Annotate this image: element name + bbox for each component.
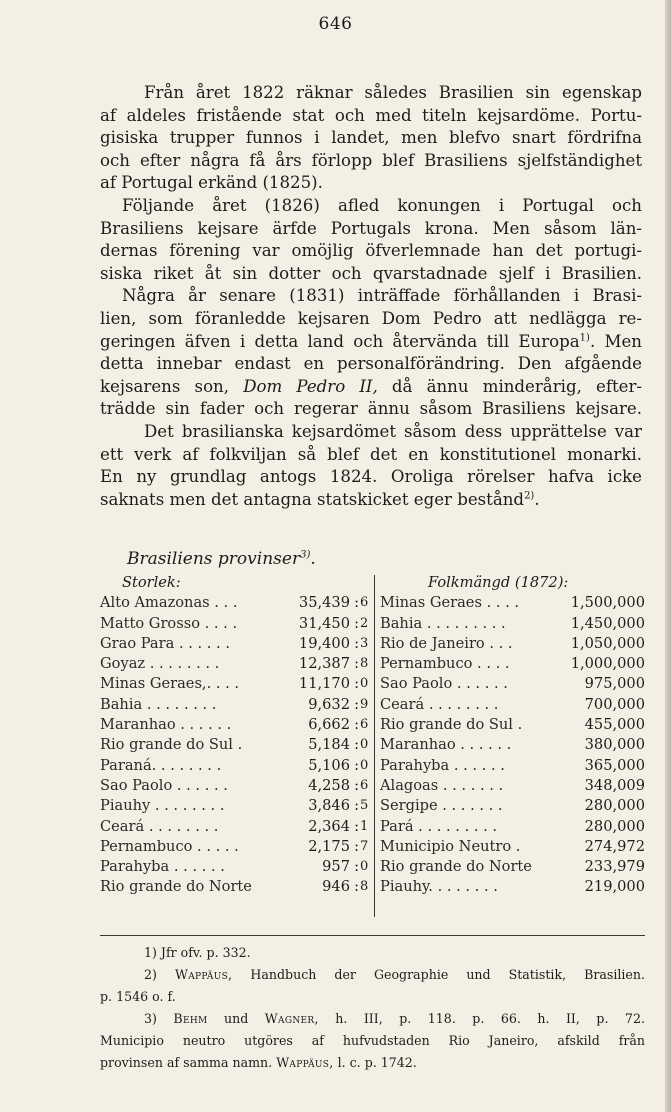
provinces-tables — [100, 573, 645, 921]
province-value: 975,000 — [584, 675, 645, 693]
table-row — [380, 634, 645, 654]
province-value: 3,846 — [308, 797, 350, 815]
text-line: Det brasilianska kejsardömet såsom dess upprättelse var — [144, 421, 642, 441]
province-value-fraction: 2 — [360, 615, 369, 631]
province-value: 280,000 — [584, 797, 645, 815]
text-line — [100, 489, 642, 512]
separator: : — [354, 716, 359, 734]
area-table-header: Storlek: — [122, 574, 181, 591]
text-fragment: kejsarens son, — [100, 376, 230, 396]
emperor-name: Dom Pedro II, — [243, 376, 378, 396]
text-line: lien, som föranledde kejsaren Dom Pedro att nedlägga re- — [100, 308, 642, 328]
province-name: Paraná. . . . . . . . — [100, 756, 222, 774]
table-row — [380, 756, 645, 776]
province-value: 1,450,000 — [570, 614, 645, 632]
text-fragment: saknats men det antagna statskicket eger bestånd — [100, 489, 525, 509]
table-row — [380, 817, 645, 837]
table-row — [100, 796, 368, 816]
table-row — [100, 857, 368, 877]
footnote-2 — [100, 964, 645, 986]
footnote-text: h. III, p. 118. p. 66. h. II, p. 72. — [335, 1011, 645, 1026]
province-name: Alto Amazonas . . . — [100, 594, 238, 612]
province-name: Piauhy. . . . . . . . — [380, 878, 498, 896]
table-row — [100, 634, 368, 654]
footnotes — [100, 935, 645, 1074]
separator: : — [354, 878, 359, 896]
table-row — [380, 695, 645, 715]
province-name: Ceará . . . . . . . . — [380, 695, 499, 713]
footnote-mark: 1) — [579, 332, 590, 343]
province-value: 12,387 — [298, 655, 350, 673]
text-line: En ny grundlag antogs 1824. Oroliga rörelser hafva icke — [100, 467, 642, 487]
table-row — [100, 877, 368, 897]
footnote-author: Wagner, — [264, 1011, 319, 1026]
province-value-fraction: 0 — [360, 859, 369, 875]
footnote-mark: 3) — [300, 549, 311, 561]
text-line: siska riket åt sin dotter och qvarstadnade sjelf i Brasilien. — [100, 263, 642, 283]
province-name: Ceará . . . . . . . . — [100, 817, 219, 835]
province-value: 1,500,000 — [570, 594, 645, 612]
table-row — [380, 877, 645, 897]
text-line: af Portugal erkänd (1825). — [100, 173, 323, 193]
column-divider — [374, 575, 375, 917]
section-title: Brasiliens provinser$^{3)}$. — [127, 549, 316, 569]
page-edge — [665, 0, 671, 1112]
province-value-fraction: 6 — [360, 777, 369, 793]
footnote-mark: 2) — [144, 967, 157, 982]
province-value: 380,000 — [584, 736, 645, 754]
province-name: Bahia . . . . . . . . . — [380, 614, 506, 632]
province-value-fraction: 7 — [360, 838, 369, 854]
table-row — [100, 654, 368, 674]
province-value: 455,000 — [584, 716, 645, 734]
footnote-text: und — [224, 1011, 249, 1026]
province-value: 5,106 — [308, 756, 350, 774]
population-table-rows — [380, 593, 645, 897]
table-row — [380, 593, 645, 613]
province-value-fraction: 6 — [360, 595, 369, 611]
text-line: ett verk af folkviljan så blef det en konstitutionel monarki. — [100, 444, 642, 464]
province-value-fraction: 0 — [360, 757, 369, 773]
separator: : — [354, 736, 359, 754]
table-row — [100, 735, 368, 755]
province-value: 2,175 — [308, 837, 350, 855]
table-row — [100, 715, 368, 735]
table-row — [380, 614, 645, 634]
province-name: Sao Paolo . . . . . . — [100, 776, 228, 794]
text-line: Brasiliens kejsare ärfde Portugals krona. Men såsom län- — [100, 218, 642, 238]
province-name: Maranhao . . . . . . — [100, 716, 232, 734]
footnote-mark: 3) — [144, 1011, 157, 1026]
footnote-author: Behm — [173, 1011, 208, 1026]
separator: : — [354, 655, 359, 673]
population-table-header: Folkmängd (1872): — [428, 574, 569, 591]
page-number: 646 — [318, 14, 353, 34]
province-value: 1,000,000 — [570, 655, 645, 673]
table-row — [380, 715, 645, 735]
text-line: geringen äfven i detta land och återvända till Europa$^{1)}$. Men — [100, 331, 642, 351]
footnote-mark: 2) — [524, 490, 535, 502]
text-line: gisiska trupper funnos i landet, men blefvo snart fördrifna — [100, 128, 642, 148]
table-row — [100, 695, 368, 715]
province-value-fraction: 9 — [360, 696, 369, 712]
table-row — [100, 593, 368, 613]
province-value: 35,439 — [298, 594, 350, 612]
table-row — [380, 735, 645, 755]
province-name: Parahyba . . . . . . — [100, 858, 225, 876]
footnote-text: l. c. p. 1742. — [337, 1055, 417, 1070]
province-value: 2,364 — [308, 817, 350, 835]
area-table — [100, 573, 368, 898]
province-name: Sao Paolo . . . . . . — [380, 675, 508, 693]
province-value: 274,972 — [584, 837, 645, 855]
province-value-fraction: 0 — [360, 737, 369, 753]
province-value: 11,170 — [298, 675, 350, 693]
province-name: Grao Para . . . . . . — [100, 634, 230, 652]
province-value: 31,450 — [298, 614, 350, 632]
table-row — [380, 674, 645, 694]
separator: : — [354, 776, 359, 794]
separator: : — [354, 594, 359, 612]
table-row — [380, 837, 645, 857]
province-name: Rio grande do Norte — [380, 858, 532, 876]
province-name: Rio grande do Sul . — [100, 736, 243, 754]
province-value: 6,662 — [308, 716, 350, 734]
table-row — [100, 614, 368, 634]
province-name: Parahyba . . . . . . — [380, 756, 505, 774]
province-value-fraction: 3 — [360, 635, 369, 651]
separator: : — [354, 797, 359, 815]
text-fragment: Men — [604, 331, 642, 351]
province-value: 348,009 — [584, 776, 645, 794]
text-line: och efter några få års förlopp blef Brasiliens sjelfständighet — [100, 150, 642, 170]
body-text — [100, 82, 642, 511]
separator: : — [354, 634, 359, 652]
province-value: 219,000 — [584, 878, 645, 896]
footnote-3-cont2 — [100, 1052, 645, 1074]
province-name: Sergipe . . . . . . . — [380, 797, 503, 815]
province-value: 365,000 — [584, 756, 645, 774]
text-line: Från året 1822 räknar således Brasilien sin egenskap — [144, 83, 642, 102]
province-name: Piauhy . . . . . . . . — [100, 797, 225, 815]
separator: : — [354, 756, 359, 774]
text-line: Några år senare (1831) inträffade förhållanden i Brasi- — [122, 286, 642, 306]
text-line: af aldeles fristående stat och med titeln kejsardöme. Portu- — [100, 105, 642, 125]
text-line: trädde sin fader och regerar ännu såsom Brasiliens kejsare. — [100, 399, 642, 419]
province-name: Maranhao . . . . . . — [380, 736, 512, 754]
province-name: Rio grande do Norte — [100, 878, 252, 896]
text-line: dernas förening var omöjlig öfverlemnade han det portugi- — [100, 241, 642, 261]
table-row — [100, 776, 368, 796]
province-value-fraction: 8 — [360, 656, 369, 672]
table-row — [100, 674, 368, 694]
footnote-text: provinsen af samma namn. — [100, 1055, 273, 1070]
province-value-fraction: 1 — [360, 818, 369, 834]
province-name: Municipio Neutro . — [380, 837, 521, 855]
table-row — [380, 776, 645, 796]
province-name: Bahia . . . . . . . . — [100, 695, 217, 713]
text-fragment: geringen äfven i detta land och återvända till Europa — [100, 331, 580, 351]
province-name: Pernambuco . . . . — [380, 655, 510, 673]
province-name: Minas Geraes . . . . — [380, 594, 520, 612]
province-value: 4,258 — [308, 776, 350, 794]
area-table-rows — [100, 593, 368, 897]
table-row — [380, 654, 645, 674]
province-name: Matto Grosso . . . . — [100, 614, 238, 632]
province-value-fraction: 5 — [360, 798, 369, 814]
text-line: detta innebar endast en personalförändring. Den afgående — [100, 354, 642, 374]
table-row — [380, 857, 645, 877]
table-row — [100, 756, 368, 776]
province-name: Pará . . . . . . . . . — [380, 817, 498, 835]
section-title-text: Brasiliens provinser — [127, 549, 301, 569]
province-name: Pernambuco . . . . . — [100, 837, 239, 855]
text-line: Följande året (1826) afled konungen i Portugal och — [122, 195, 642, 215]
table-row — [100, 817, 368, 837]
footnote-3-cont: Municipio neutro utgöres af hufvudstaden Rio Janeiro, afskild från — [100, 1033, 645, 1048]
separator: : — [354, 695, 359, 713]
population-table — [380, 573, 645, 898]
province-value: 19,400 — [298, 634, 350, 652]
province-value: 280,000 — [584, 817, 645, 835]
separator: : — [354, 675, 359, 693]
separator: : — [354, 858, 359, 876]
province-name: Alagoas . . . . . . . — [380, 776, 504, 794]
separator: : — [354, 817, 359, 835]
province-value: 946 — [322, 878, 350, 896]
text-fragment: . — [534, 489, 540, 509]
province-value: 957 — [322, 858, 350, 876]
province-value: 9,632 — [308, 695, 350, 713]
footnote-text: Handbuch der Geographie und Statistik, Brasilien. — [250, 967, 645, 982]
province-name: Minas Geraes,. . . . — [100, 675, 240, 693]
province-name: Rio grande do Sul . — [380, 716, 523, 734]
separator: : — [354, 837, 359, 855]
province-value-fraction: 0 — [360, 676, 369, 692]
footnote-1: 1) Jfr ofv. p. 332. — [144, 945, 251, 960]
province-value-fraction: 6 — [360, 717, 369, 733]
province-value: 233,979 — [584, 858, 645, 876]
province-value-fraction: 8 — [360, 879, 369, 895]
table-row — [100, 837, 368, 857]
table-row — [380, 796, 645, 816]
separator: : — [354, 614, 359, 632]
footnote-author: Wappäus, — [276, 1055, 334, 1070]
province-value: 5,184 — [308, 736, 350, 754]
province-name: Rio de Janeiro . . . — [380, 634, 513, 652]
text-line — [100, 376, 642, 399]
footnote-author: Wappäus, — [174, 967, 233, 982]
province-name: Goyaz . . . . . . . . — [100, 655, 220, 673]
province-value: 1,050,000 — [570, 634, 645, 652]
text-fragment: då ännu minderårig, efter- — [391, 376, 642, 396]
province-value: 700,000 — [584, 695, 645, 713]
footnote-2-cont: p. 1546 o. f. — [100, 989, 176, 1004]
footnote-3 — [100, 1008, 645, 1030]
